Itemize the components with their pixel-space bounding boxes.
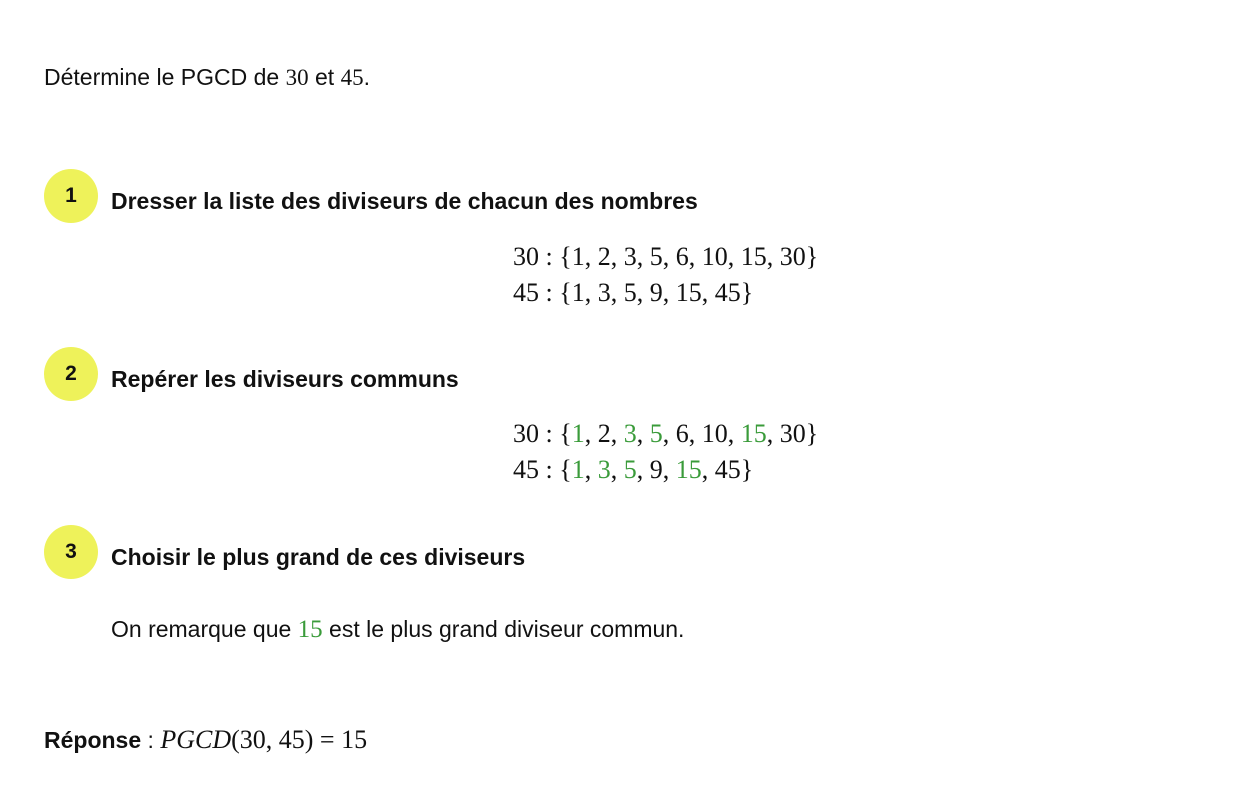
remark-suffix: est le plus grand diviseur commun. bbox=[322, 616, 685, 642]
question-mid: et bbox=[308, 64, 341, 90]
divisor-item: 45 bbox=[714, 455, 741, 484]
remark-prefix: On remarque que bbox=[111, 616, 298, 642]
divisor-list-close: } bbox=[805, 242, 819, 271]
question-number-a: 30 bbox=[285, 65, 309, 90]
divisor-item: 5 bbox=[649, 419, 663, 448]
step-2-badge: 2 bbox=[44, 347, 98, 401]
divisor-item: 3 bbox=[597, 278, 611, 307]
divisor-list-label: 45 : { bbox=[513, 278, 572, 307]
divisor-item: 5 bbox=[623, 278, 637, 307]
divisor-item: 9 bbox=[649, 455, 663, 484]
step-1-badge: 1 bbox=[44, 169, 98, 223]
step-3-remark bbox=[111, 614, 684, 645]
divisor-item: 1 bbox=[571, 242, 585, 271]
remark-value: 15 bbox=[297, 616, 323, 643]
divisor-list-line: 30 : {1, 2, 3, 5, 6, 10, 15, 30} bbox=[513, 242, 819, 271]
divisor-item: 3 bbox=[597, 455, 611, 484]
step-3-badge: 3 bbox=[44, 525, 98, 579]
divisor-item: 5 bbox=[623, 455, 637, 484]
divisor-item: 30 bbox=[779, 242, 806, 271]
divisor-item: 1 bbox=[571, 419, 585, 448]
question-number-b: 45 bbox=[340, 65, 364, 90]
divisor-item: 6 bbox=[675, 242, 689, 271]
divisor-item: 5 bbox=[649, 242, 663, 271]
step-1-title: Dresser la liste des diviseurs de chacun des nombres bbox=[111, 188, 698, 214]
step-3-title: Choisir le plus grand de ces diviseurs bbox=[111, 544, 526, 570]
step-2-common-divisor-lists bbox=[513, 416, 818, 488]
divisor-item: 6 bbox=[675, 419, 689, 448]
step-1-divisor-lists bbox=[513, 239, 818, 311]
divisor-item: 30 bbox=[779, 419, 806, 448]
divisor-item: 9 bbox=[649, 278, 663, 307]
answer-expression bbox=[160, 725, 367, 754]
answer-label: Réponse bbox=[44, 727, 142, 753]
divisor-list-label: 30 : { bbox=[513, 242, 572, 271]
divisor-list-line: 45 : {1, 3, 5, 9, 15, 45} bbox=[513, 455, 754, 484]
answer-args: (30, 45) bbox=[231, 725, 314, 754]
step-2-title: Repérer les diviseurs communs bbox=[111, 366, 459, 392]
divisor-item: 45 bbox=[714, 278, 741, 307]
answer-line bbox=[44, 724, 367, 756]
divisor-list-label: 45 : { bbox=[513, 455, 572, 484]
divisor-item: 2 bbox=[597, 419, 611, 448]
divisor-item: 15 bbox=[675, 278, 702, 307]
divisor-item: 2 bbox=[597, 242, 611, 271]
divisor-item: 10 bbox=[701, 242, 728, 271]
divisor-item: 15 bbox=[740, 242, 767, 271]
answer-function: PGCD bbox=[160, 725, 232, 754]
divisor-item: 15 bbox=[675, 455, 702, 484]
divisor-item: 15 bbox=[740, 419, 767, 448]
question-suffix: . bbox=[363, 64, 370, 90]
divisor-item: 1 bbox=[571, 278, 585, 307]
divisor-item: 1 bbox=[571, 455, 585, 484]
divisor-list-line: 45 : {1, 3, 5, 9, 15, 45} bbox=[513, 278, 754, 307]
answer-colon: : bbox=[141, 727, 161, 753]
divisor-item: 3 bbox=[623, 419, 637, 448]
divisor-list-line: 30 : {1, 2, 3, 5, 6, 10, 15, 30} bbox=[513, 419, 819, 448]
question-text bbox=[44, 62, 370, 93]
answer-result: 15 bbox=[341, 725, 368, 754]
answer-equals: = bbox=[313, 725, 342, 754]
question-prefix: Détermine le PGCD de bbox=[44, 64, 286, 90]
divisor-item: 10 bbox=[701, 419, 728, 448]
divisor-list-close: } bbox=[805, 419, 819, 448]
divisor-item: 3 bbox=[623, 242, 637, 271]
divisor-list-close: } bbox=[740, 278, 754, 307]
divisor-list-close: } bbox=[740, 455, 754, 484]
divisor-list-label: 30 : { bbox=[513, 419, 572, 448]
